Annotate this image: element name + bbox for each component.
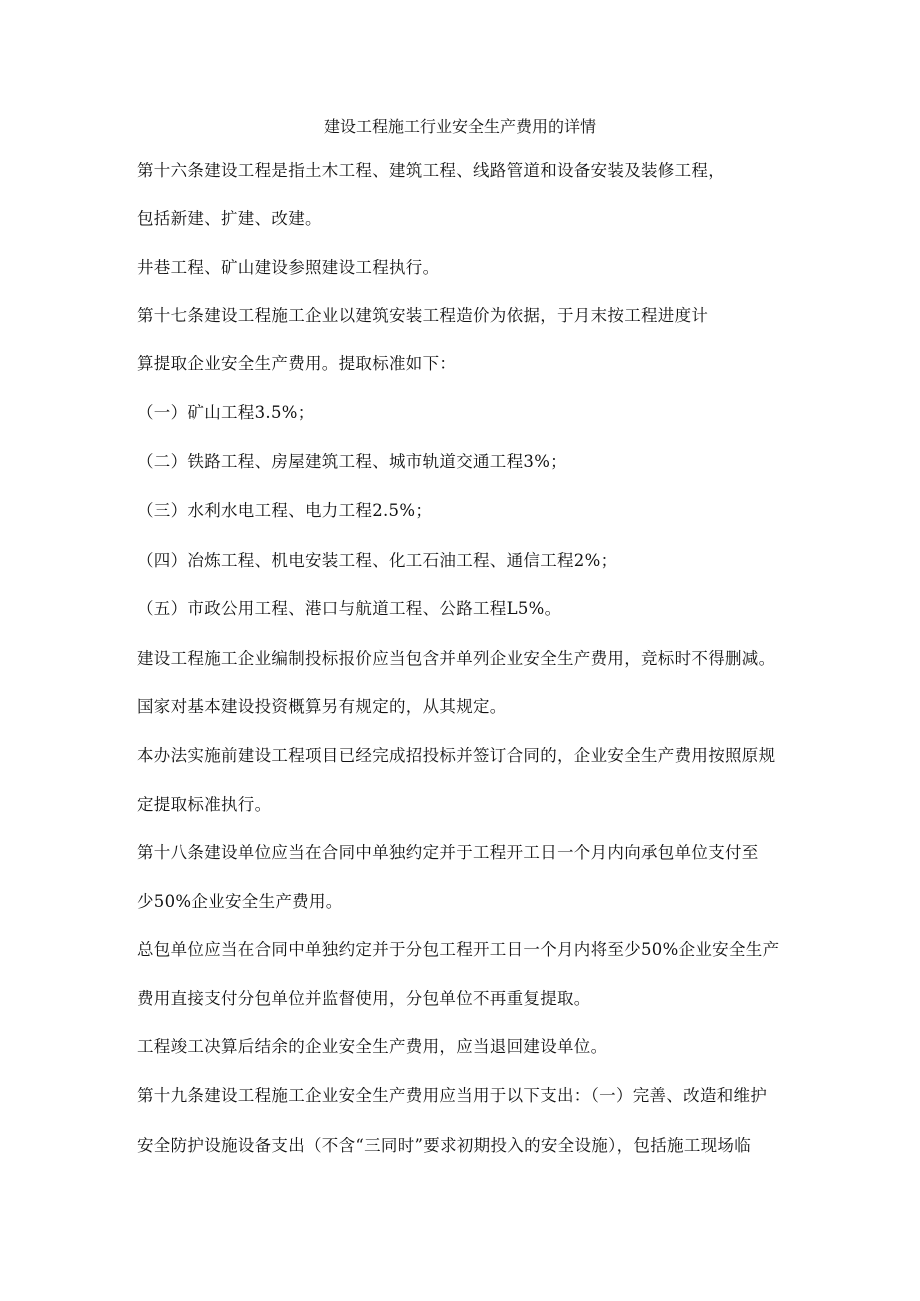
text-line: 总包单位应当在合同中单独约定并于分包工程开工日一个月内将至少50%企业安全生产 — [137, 940, 780, 959]
text-line: 费用直接支付分包单位并监督使用，分包单位不再重复提取。 — [137, 989, 591, 1008]
text-line: 建设工程施工企业编制投标报价应当包含并单列企业安全生产费用，竞标时不得删减。 — [137, 649, 776, 668]
text-line: 第十八条建设单位应当在合同中单独约定并于工程开工日一个月内向承包单位支付至 — [137, 843, 759, 862]
text-line: 本办法实施前建设工程项目已经完成招投标并签订合同的，企业安全生产费用按照原规 — [137, 746, 776, 765]
text-line: 工程竣工决算后结余的企业安全生产费用，应当退回建设单位。 — [137, 1037, 608, 1056]
text-line: 安全防护设施设备支出（不含“三同时”要求初期投入的安全设施），包括施工现场临 — [137, 1136, 752, 1155]
text-line: 算提取企业安全生产费用。提取标准如下： — [137, 354, 457, 373]
text-line: （二）铁路工程、房屋建筑工程、城市轨道交通工程3%； — [137, 452, 567, 471]
text-line: 国家对基本建设投资概算另有规定的，从其规定。 — [137, 697, 507, 716]
text-line: 第十七条建设工程施工企业以建筑安装工程造价为依据，于月末按工程进度计 — [137, 306, 709, 325]
document-title: 建设工程施工行业安全生产费用的详情 — [323, 117, 596, 136]
text-line: 井巷工程、矿山建设参照建设工程执行。 — [137, 258, 440, 277]
text-line: （三）水利水电工程、电力工程2.5%； — [137, 501, 433, 520]
text-line: 定提取标准执行。 — [137, 795, 272, 814]
text-line: 少50%企业安全生产费用。 — [137, 892, 343, 911]
text-line: 包括新建、扩建、改建。 — [137, 209, 322, 228]
text-line: 第十六条建设工程是指土木工程、建筑工程、线路管道和设备安装及装修工程， — [137, 161, 725, 180]
text-line: 第十九条建设工程施工企业安全生产费用应当用于以下支出：（一）完善、改造和维护 — [137, 1086, 768, 1105]
text-line: （四）冶炼工程、机电安装工程、化工石油工程、通信工程2%； — [137, 551, 618, 570]
text-line: （一）矿山工程3.5%； — [137, 403, 315, 422]
text-line: （五）市政公用工程、港口与航道工程、公路工程L5%。 — [137, 599, 562, 618]
